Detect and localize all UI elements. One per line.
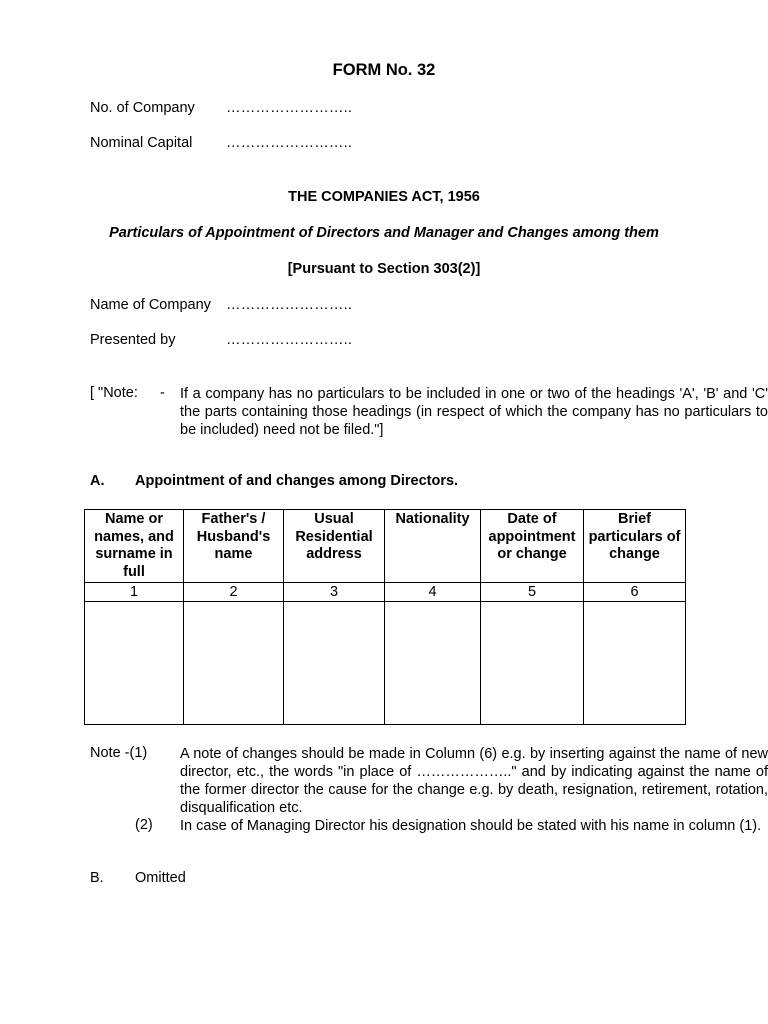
note-1-label: Note -(1) — [90, 745, 148, 761]
note-text: If a company has no particulars to be included in one or two of the headings 'A', 'B' and 'C' the parts containing those headings (in respect of which the company has no particulars to be included) need not be filed."] — [180, 386, 768, 438]
nominal-capital-value: …………………….. — [226, 135, 353, 151]
note-1-text: A note of changes should be made in Column (6) e.g. by inserting against the name of new director, etc., the words "in place of ……………….." and by indicating against the name of the former director the cause for the change e.g. by death, resignation, retirement, rotation, disqualification etc. — [180, 746, 768, 816]
column-header-address: Usual Residential address — [284, 510, 385, 583]
directors-table — [84, 509, 686, 725]
note-dash: - — [160, 385, 165, 401]
company-no-label: No. of Company — [90, 100, 195, 116]
column-header-name: Name or names, and surname in full — [85, 510, 184, 583]
pursuant-section: [Pursuant to Section 303(2)] — [287, 261, 481, 277]
act-title: THE COMPANIES ACT, 1956 — [288, 189, 480, 205]
note-prefix: [ "Note: — [90, 385, 138, 401]
column-number: 1 — [85, 583, 184, 602]
column-number: 4 — [385, 583, 481, 602]
blank-entry-row — [85, 602, 686, 725]
section-b-letter: B. — [90, 870, 104, 886]
column-number: 3 — [284, 583, 385, 602]
section-a-letter: A. — [90, 473, 105, 489]
form-title: FORM No. 32 — [332, 61, 436, 79]
form-subtitle: Particulars of Appointment of Directors and Manager and Changes among them — [109, 225, 659, 241]
table-header-row — [85, 510, 686, 583]
column-number: 2 — [184, 583, 284, 602]
company-no-value: …………………….. — [226, 100, 353, 116]
company-name-value: …………………….. — [226, 297, 353, 313]
entry-cell-father-husband[interactable] — [184, 602, 284, 725]
entry-cell-date[interactable] — [481, 602, 584, 725]
column-header-nationality: Nationality — [385, 510, 481, 583]
column-header-father-husband: Father's / Husband's name — [184, 510, 284, 583]
note-2-text: In case of Managing Director his designation should be stated with his name in column (1). — [180, 818, 762, 834]
column-header-particulars: Brief particulars of change — [584, 510, 686, 583]
entry-cell-address[interactable] — [284, 602, 385, 725]
section-b-title: Omitted — [135, 870, 186, 886]
presented-by-value: …………………….. — [226, 332, 353, 348]
entry-cell-name[interactable] — [85, 602, 184, 725]
company-name-label: Name of Company — [90, 297, 211, 313]
presented-by-label: Presented by — [90, 332, 176, 348]
column-number: 5 — [481, 583, 584, 602]
column-header-date: Date of appointment or change — [481, 510, 584, 583]
entry-cell-particulars[interactable] — [584, 602, 686, 725]
section-a-title: Appointment of and changes among Directors. — [135, 473, 459, 489]
column-number: 6 — [584, 583, 686, 602]
column-number-row — [85, 583, 686, 602]
nominal-capital-label: Nominal Capital — [90, 135, 193, 151]
entry-cell-nationality[interactable] — [385, 602, 481, 725]
note-2-label: (2) — [135, 817, 153, 833]
